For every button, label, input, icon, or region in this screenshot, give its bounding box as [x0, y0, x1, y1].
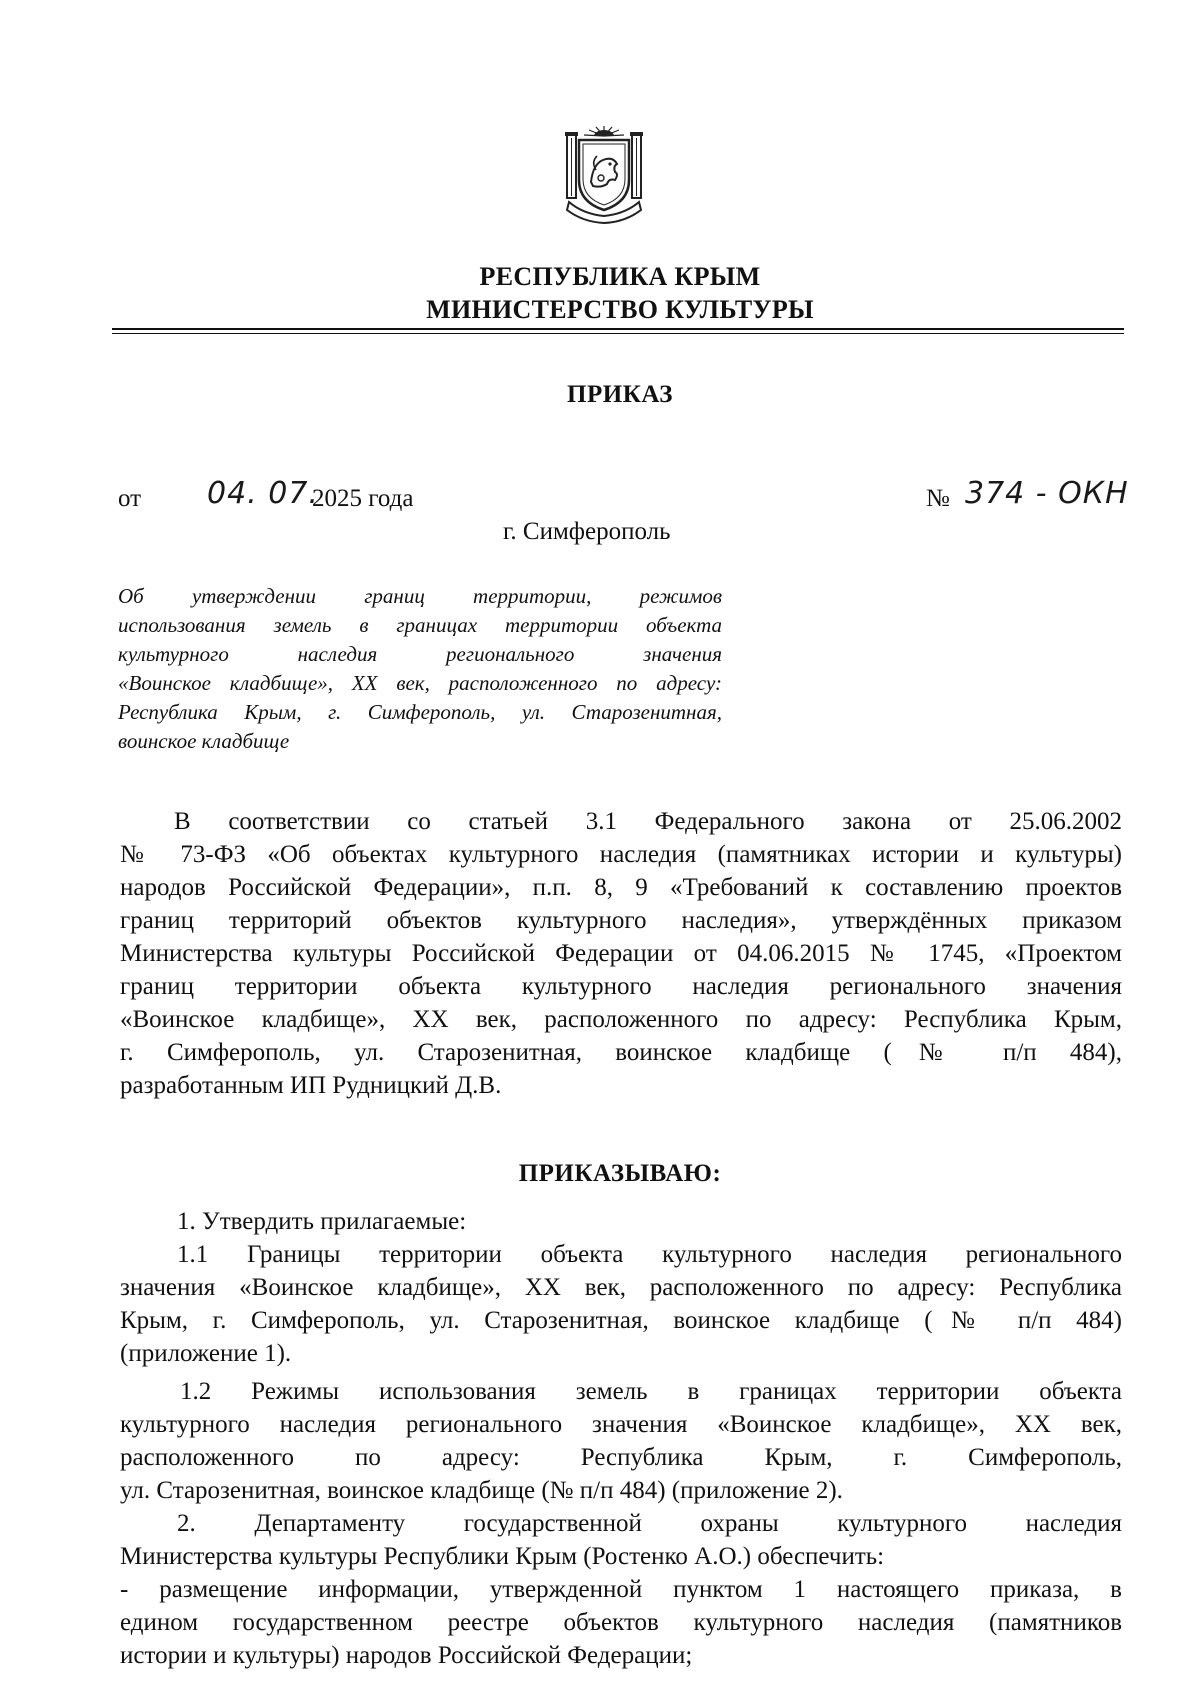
- item-1-1-line: (приложение 1).: [120, 1340, 292, 1367]
- preamble-line: Министерства культуры Российской Федерации от 04.06.2015 № 1745, «Проектом: [120, 940, 1122, 967]
- preamble-line: В соответствии со статьей 3.1 Федерального закона от 25.06.2002: [174, 808, 1122, 835]
- subject-line: воинское кладбище: [118, 729, 290, 753]
- subject-line: Об утверждении границ территории, режимов: [118, 584, 722, 608]
- item-1-2-line: ул. Старозенитная, воинское кладбище (№ п/п 484) (приложение 2).: [120, 1477, 843, 1504]
- handwritten-number: 374 - ОКН: [965, 476, 1129, 511]
- preamble-paragraph: [120, 805, 1122, 1102]
- subject-line: использования земель в границах территории объекта: [118, 613, 722, 637]
- order-heading: ПРИКАЗЫВАЮ:: [518, 1160, 722, 1187]
- org-name-line2: МИНИСТЕРСТВО КУЛЬТУРЫ: [426, 295, 814, 324]
- preamble-line: № 73-ФЗ «Об объектах культурного наследия (памятниках истории и культуры): [120, 841, 1122, 868]
- city-name: г. Симферополь: [503, 518, 671, 545]
- preamble-line: народов Российской Федерации», п.п. 8, 9 «Требований к составлению проектов: [120, 874, 1122, 901]
- document-type-title: ПРИКАЗ: [567, 381, 673, 408]
- subject-line: Республика Крым, г. Симферополь, ул. Старозенитная,: [118, 700, 722, 724]
- item-2-line: 2. Департаменту государственной охраны культурного наследия: [177, 1510, 1122, 1537]
- order-subject: [118, 582, 722, 756]
- item-2-bullet-line: едином государственном реестре объектов культурного наследия (памятников: [120, 1609, 1122, 1636]
- subject-line: культурного наследия регионального значения: [118, 642, 722, 666]
- item-2-bullet-line: - размещение информации, утвержденной пунктом 1 настоящего приказа, в: [120, 1576, 1122, 1603]
- date-year: 2025 года: [312, 485, 414, 512]
- item-1-2-line: расположенного по адресу: Республика Крым, г. Симферополь,: [120, 1444, 1122, 1471]
- preamble-line: границ территории объекта культурного наследия регионального значения: [120, 973, 1122, 1000]
- preamble-line: «Воинское кладбище», XX век, расположенного по адресу: Республика Крым,: [120, 1006, 1122, 1033]
- org-name-line1: РЕСПУБЛИКА КРЫМ: [479, 262, 761, 291]
- subject-line: «Воинское кладбище», XX век, расположенного по адресу:: [118, 671, 722, 695]
- item-1: 1. Утвердить прилагаемые:: [177, 1208, 467, 1235]
- preamble-line: разработанным ИП Рудницкий Д.В.: [120, 1072, 502, 1099]
- item-2-bullet-line: истории и культуры) народов Российской Федерации;: [120, 1642, 693, 1669]
- item-1-1-line: Крым, г. Симферополь, ул. Старозенитная, воинское кладбище (№ п/п 484): [120, 1307, 1122, 1334]
- handwritten-date: 04. 07.: [207, 476, 319, 511]
- item-2-line: Министерства культуры Республики Крым (Ростенко А.О.) обеспечить:: [120, 1543, 885, 1570]
- preamble-line: г. Симферополь, ул. Старозенитная, воинское кладбище (№ п/п 484),: [120, 1039, 1122, 1066]
- header-divider-thick: [112, 328, 1124, 330]
- item-1-2-line: культурного наследия регионального значения «Воинское кладбище», XX век,: [120, 1411, 1122, 1438]
- item-1-1-line: значения «Воинское кладбище», XX век, расположенного по адресу: Республика: [120, 1274, 1122, 1301]
- preamble-line: границ территорий объектов культурного наследия», утверждённых приказом: [120, 907, 1122, 934]
- item-1-2-line: 1.2 Режимы использования земель в границах территории объекта: [180, 1378, 1122, 1405]
- item-1-1-line: 1.1 Границы территории объекта культурного наследия регионального: [177, 1241, 1122, 1268]
- number-label: №: [926, 485, 950, 512]
- header-divider-thin: [112, 333, 1124, 334]
- date-from-label: от: [118, 485, 142, 512]
- order-items: [120, 1205, 1122, 1672]
- coat-of-arms-emblem: [563, 122, 645, 226]
